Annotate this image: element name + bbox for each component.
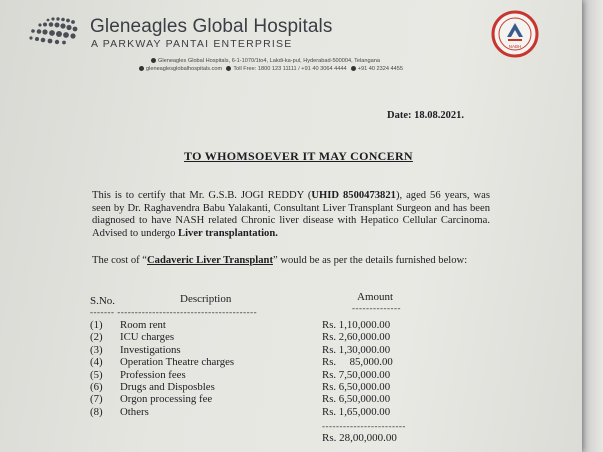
badge-text: NABH <box>508 44 522 49</box>
total-amount: Rs. 28,00,000.00 <box>322 432 397 444</box>
table-row <box>90 319 440 331</box>
letter-date: Date: 18.08.2021. <box>387 110 464 121</box>
cost-intro <box>92 255 467 266</box>
cost-table <box>90 319 440 418</box>
row-amount: Rs. 2,60,000.00 <box>322 331 391 344</box>
cost-highlight: Cadaveric Liver Transplant <box>147 255 273 266</box>
row-description: Room rent <box>120 319 166 331</box>
certificate-paragraph <box>92 190 490 240</box>
table-rule-right: -------------- <box>352 303 401 313</box>
row-amount: Rs. 6,50,000.00 <box>322 393 391 406</box>
table-row <box>90 369 440 381</box>
row-description: Operation Theatre charges <box>120 356 235 369</box>
total-rule: ------------------------ <box>322 421 406 431</box>
row-number: (2) <box>90 331 103 344</box>
header-sno: S.No. <box>90 295 116 307</box>
row-number: (6) <box>90 380 103 393</box>
row-amount: Rs. 1,30,000.00 <box>322 343 391 356</box>
row-number: (8) <box>90 405 103 418</box>
row-number: (5) <box>90 368 103 381</box>
row-amount: Rs. 6,50,000.00 <box>322 380 391 393</box>
para-text-1: This is to certify that Mr. G.S.B. JOGI REDDY ( <box>92 190 312 201</box>
header-description: Description <box>180 293 232 305</box>
cost-intro-text-2: ” would be as per the details furnished below: <box>272 255 468 266</box>
row-number: (3) <box>90 343 103 356</box>
row-amount: Rs. 1,10,000.00 <box>322 319 391 331</box>
address-text: Gleneagles Global Hospitals, 6-1-1070/1to4, Lakdi-ka-pul, Hyderabad-500004, Telangana <box>158 58 380 64</box>
row-number: (1) <box>90 319 103 331</box>
toll-free-text: Toll Free: 1800 123 11111 / +91 40 3064 4444 <box>233 66 347 72</box>
fax-text: +91 40 2324 4455 <box>357 66 403 72</box>
row-amount: Rs. 1,65,000.00 <box>322 405 391 418</box>
website-text: gleneaglesglobalhospitals.com <box>146 66 223 72</box>
fax-icon <box>351 66 356 71</box>
address-line <box>150 58 380 64</box>
table-row <box>90 381 440 393</box>
hospital-name: Gleneagles Global Hospitals <box>90 16 333 37</box>
globe-icon <box>139 66 144 71</box>
row-number: (4) <box>90 356 103 369</box>
phone-icon <box>226 66 231 71</box>
cost-intro-text-1: The cost of “ <box>92 255 148 266</box>
para-text-2: ), aged 56 years, was seen by Dr. Raghavendra Babu Yalakanti, Consultant Liver Transplant Surgeon and has been diagnosed to have NASH related Chronic liver disease with Hepatico Cellular Carcinoma. Advised to undergo <box>92 190 490 239</box>
row-description: ICU charges <box>120 331 175 344</box>
table-row <box>90 393 440 405</box>
hospital-tagline: A PARKWAY PANTAI ENTERPRISE <box>91 38 293 50</box>
advice-text: Liver transplantation. <box>178 227 278 239</box>
row-description: Investigations <box>120 343 181 356</box>
row-description: Others <box>120 405 149 418</box>
location-icon <box>151 58 156 63</box>
header-amount: Amount <box>357 291 394 303</box>
row-amount: Rs. 7,50,000.00 <box>322 368 391 381</box>
row-amount: Rs. 85,000.00 <box>322 356 393 369</box>
table-row <box>90 331 440 343</box>
letter-subject: TO WHOMSOEVER IT MAY CONCERN <box>184 149 413 163</box>
table-row <box>90 356 440 368</box>
table-row <box>90 406 440 418</box>
row-description: Drugs and Disposbles <box>120 380 215 393</box>
row-description: Profession fees <box>120 368 186 381</box>
nabh-badge-icon <box>491 10 539 58</box>
table-rule-left: ------- ---------------------------------------- <box>90 307 258 317</box>
row-number: (7) <box>90 393 103 406</box>
row-description: Orgon processing fee <box>120 393 213 406</box>
hospital-dots-logo-icon <box>26 16 84 46</box>
table-row <box>90 344 440 356</box>
contact-line <box>138 66 403 72</box>
uhid-text: UHID 8500473821 <box>311 190 396 201</box>
